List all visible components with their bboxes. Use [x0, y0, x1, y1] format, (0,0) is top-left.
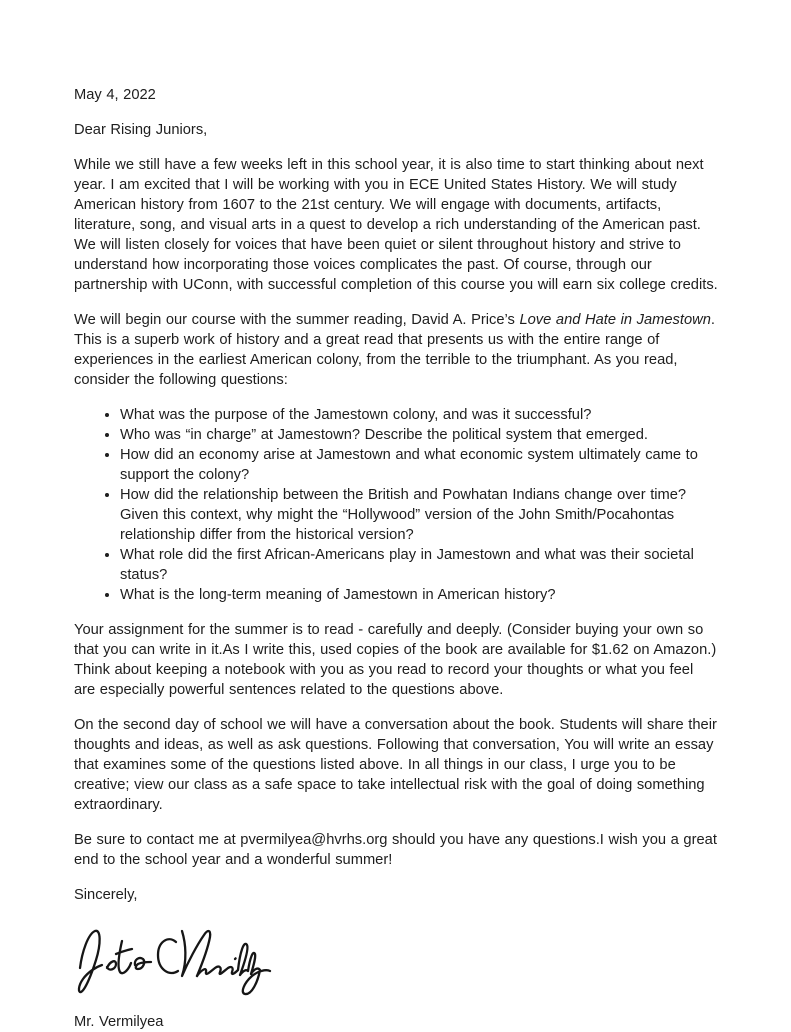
- questions-list: [74, 405, 719, 605]
- paragraph-summer-reading: [74, 310, 719, 390]
- contact-text-before-email: Be sure to contact me at: [74, 832, 241, 848]
- book-title: Love and Hate in Jamestown: [519, 312, 711, 328]
- signature-icon: [74, 918, 274, 1008]
- question-item: • Who was “in charge” at Jamestown? Describe the political system that emerged.: [120, 425, 719, 445]
- question-item: • What is the long-term meaning of Jamestown in American history?: [120, 585, 719, 605]
- email-address: pvermilyea@hvrhs.org: [240, 832, 388, 848]
- signer-name: Mr. Vermilyea: [74, 1014, 164, 1030]
- reading-text-after-title: . This is a superb work of history and a great read that presents us with the entire range of experiences in the earliest American colony, from the terrible to the triumphant. As you read, consider the following questions:: [74, 312, 715, 388]
- signature-handwriting: [74, 918, 719, 1008]
- reading-text-before-title: We will begin our course with the summer reading, David A. Price’s: [74, 312, 520, 328]
- salutation: Dear Rising Juniors,: [74, 122, 208, 138]
- paragraph-intro: While we still have a few weeks left in this school year, it is also time to start thinking about next year. I am excited that I will be working with you in ECE United States History. We will study American history from 1607 to the 21st century. We will engage with documents, artifacts, literature, song, and visual arts in a quest to develop a rich understanding of the American past. We will listen closely for voices that have been quiet or silent throughout history and strive to understand how incorporating those voices complicates the past. Of course, through our partnership with UConn, with successful completion of this course you will earn six college credits.: [74, 157, 718, 293]
- question-item: • How did the relationship between the British and Powhatan Indians change over time? Given this context, why might the “Hollywood” version of the John Smith/Pocahontas relationship differ from the historical version?: [120, 485, 719, 545]
- letter-date: May 4, 2022: [74, 87, 156, 103]
- question-item: • How did an economy arise at Jamestown and what economic system ultimately came to support the colony?: [120, 445, 719, 485]
- question-item: • What role did the first African-Americans play in Jamestown and what was their societal status?: [120, 545, 719, 585]
- paragraph-assignment: Your assignment for the summer is to read - carefully and deeply. (Consider buying your own so that you can write in it.As I write this, used copies of the book are available for $1.62 on Amazon.) Think about keeping a notebook with you as you read to record your thoughts or what you feel are especially powerful sentences related to the questions above.: [74, 622, 717, 698]
- paragraph-essay: On the second day of school we will have a conversation about the book. Students will share their thoughts and ideas, as well as ask questions. Following that conversation, You will write an essay that examines some of the questions listed above. In all things in our class, I urge you to be creative; view our class as a safe space to take intellectual risk with the goal of doing something extraordinary.: [74, 717, 717, 813]
- contact-text-after-email: should you have any questions.I wish you a great end to the school year and a wonderful summer!: [74, 832, 717, 868]
- question-item: • What was the purpose of the Jamestown colony, and was it successful?: [120, 405, 719, 425]
- paragraph-contact: [74, 830, 719, 870]
- closing: Sincerely,: [74, 887, 138, 903]
